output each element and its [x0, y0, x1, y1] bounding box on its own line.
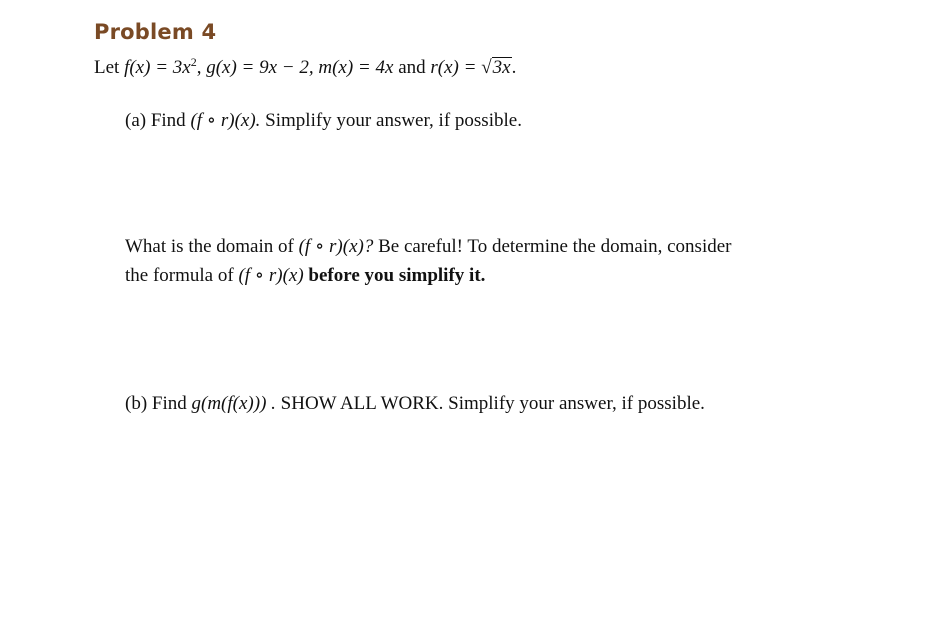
part-b-instruction: SHOW ALL WORK. Simplify your answer, if possible. — [280, 393, 705, 414]
domain-question-line-2 — [125, 264, 485, 288]
domain-q2-expression: (f ∘ r)(x) — [238, 265, 304, 286]
f-definition: f(x) = 3x — [124, 57, 191, 78]
f-exponent: 2 — [190, 55, 197, 69]
m-definition: m(x) = 4x — [318, 57, 394, 78]
domain-q2-bold-note: before you simplify it. — [308, 265, 486, 286]
part-a-instruction: Simplify your answer, if possible. — [265, 110, 522, 131]
definitions-end: . — [511, 57, 517, 78]
square-root — [481, 56, 511, 80]
part-b-label: (b) Find — [125, 393, 187, 414]
part-b-question — [125, 392, 705, 416]
domain-q1-expression: (f ∘ r)(x)? — [298, 236, 374, 257]
sqrt-radicand: 3x — [492, 57, 511, 78]
function-definitions: Let $f(x) = 3x^2$, g(x) = 9x − 2, m(x) = 4x and r(x) = √3x. — [94, 55, 517, 78]
definitions-prefix: Let — [94, 57, 120, 78]
part-b-expression: g(m(f(x))) . — [191, 393, 276, 414]
part-a-question — [125, 109, 522, 133]
domain-q1-rest: Be careful! To determine the domain, consider — [378, 236, 732, 257]
problem-title: Problem 4 — [94, 20, 217, 44]
domain-q2-start: the formula of — [125, 265, 234, 286]
sqrt-symbol: √ — [481, 57, 492, 78]
part-a-expression: (f ∘ r)(x). — [190, 110, 261, 131]
r-definition: r(x) = — [430, 57, 482, 78]
domain-question-line-1 — [125, 235, 731, 259]
domain-q1-start: What is the domain of — [125, 236, 294, 257]
g-definition: g(x) = 9x − 2, — [206, 57, 314, 78]
part-a-label: (a) Find — [125, 110, 186, 131]
definitions-and: and — [398, 57, 426, 78]
